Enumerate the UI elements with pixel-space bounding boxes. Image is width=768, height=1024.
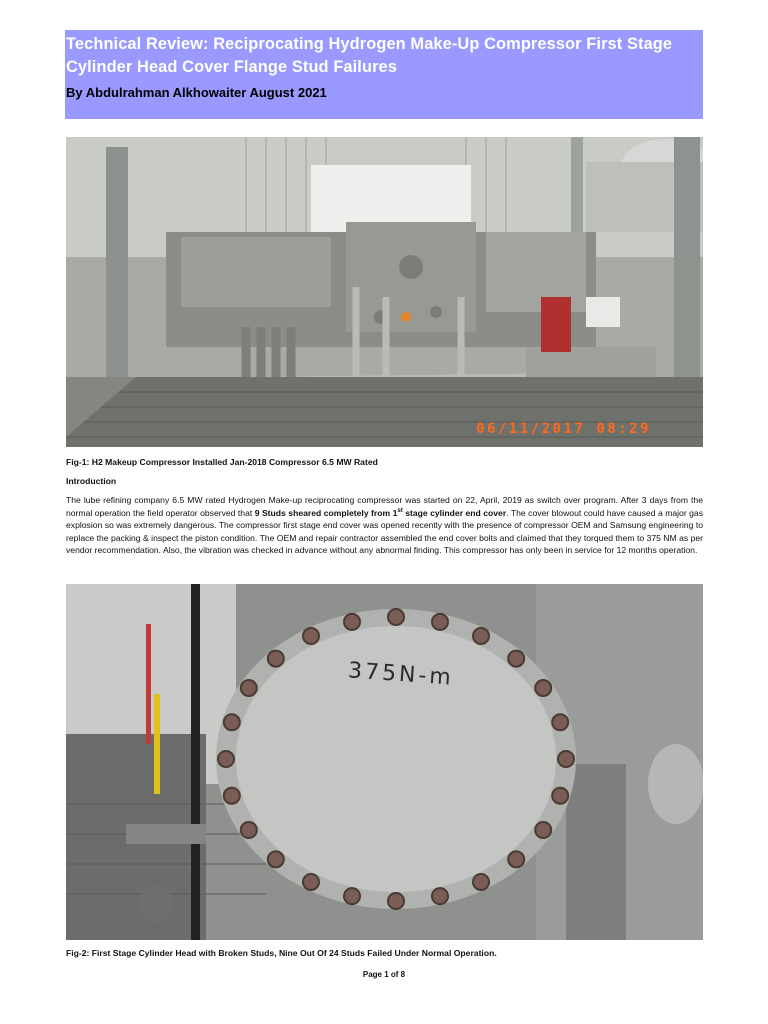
cover-stud <box>303 874 319 890</box>
cover-stud <box>388 893 404 909</box>
cover-stud <box>241 680 257 696</box>
cover-stud <box>535 822 551 838</box>
cover-stud <box>388 609 404 625</box>
cover-stud <box>552 788 568 804</box>
cover-stud <box>344 614 360 630</box>
cover-stud <box>432 614 448 630</box>
cover-stud <box>432 888 448 904</box>
page-number: Page 1 of 8 <box>362 970 406 979</box>
author-line: By Abdulrahman Alkhowaiter August 2021 <box>66 85 327 100</box>
document-title: Technical Review: Reciprocating Hydrogen Make-Up Compressor First Stage Cylinder Head Cover Flange Stud Failures <box>66 35 673 76</box>
cover-stud <box>535 680 551 696</box>
photo-timestamp: 06/11/2017 08:29 <box>476 421 651 437</box>
cover-stud <box>303 628 319 644</box>
cover-stud <box>508 851 524 867</box>
cover-stud <box>241 822 257 838</box>
figure-1-caption: Fig-1: H2 Makeup Compressor Installed Jan-2018 Compressor 6.5 MW Rated <box>66 457 378 467</box>
cover-stud <box>268 651 284 667</box>
section-heading: Introduction <box>66 476 117 486</box>
intro-paragraph: The lube refining company 6.5 MW rated Hydrogen Make-up reciprocating compressor was started on 22, April, 2019 as switch over program. After 3 days from the normal operation the field operator observed that 9 Studs sheared completely from 1st stage cylinder end cover. The cover blowout could have caused a major gas explosion so was extremely dangerous. The compressor first stage end cover was opened recently with the presence of compressor OEM and Samsung engineering to replace the packing & inspect the piston condition. The OEM and repair contractor assembled the end cover bolts and claimed that they torqued them to 375 NM as per vendor recommendation. Also, the vibration was checked in advance without any abnormal finding. This compressor has only been in service for 12 months operation. <box>66 495 703 556</box>
figure-1-photo <box>66 137 703 447</box>
cover-stud <box>344 888 360 904</box>
cover-stud <box>268 851 284 867</box>
cover-stud <box>218 751 234 767</box>
cover-stud <box>224 788 240 804</box>
cover-stud <box>508 651 524 667</box>
figure-2-photo <box>66 584 703 940</box>
torque-marking: 375N-m <box>347 658 455 691</box>
cover-stud <box>473 628 489 644</box>
cover-stud <box>224 714 240 730</box>
cover-stud <box>552 714 568 730</box>
figure-2-caption: Fig-2: First Stage Cylinder Head with Broken Studs, Nine Out Of 24 Studs Failed Under Normal Operation. <box>66 948 497 958</box>
cover-stud <box>558 751 574 767</box>
cover-stud <box>473 874 489 890</box>
